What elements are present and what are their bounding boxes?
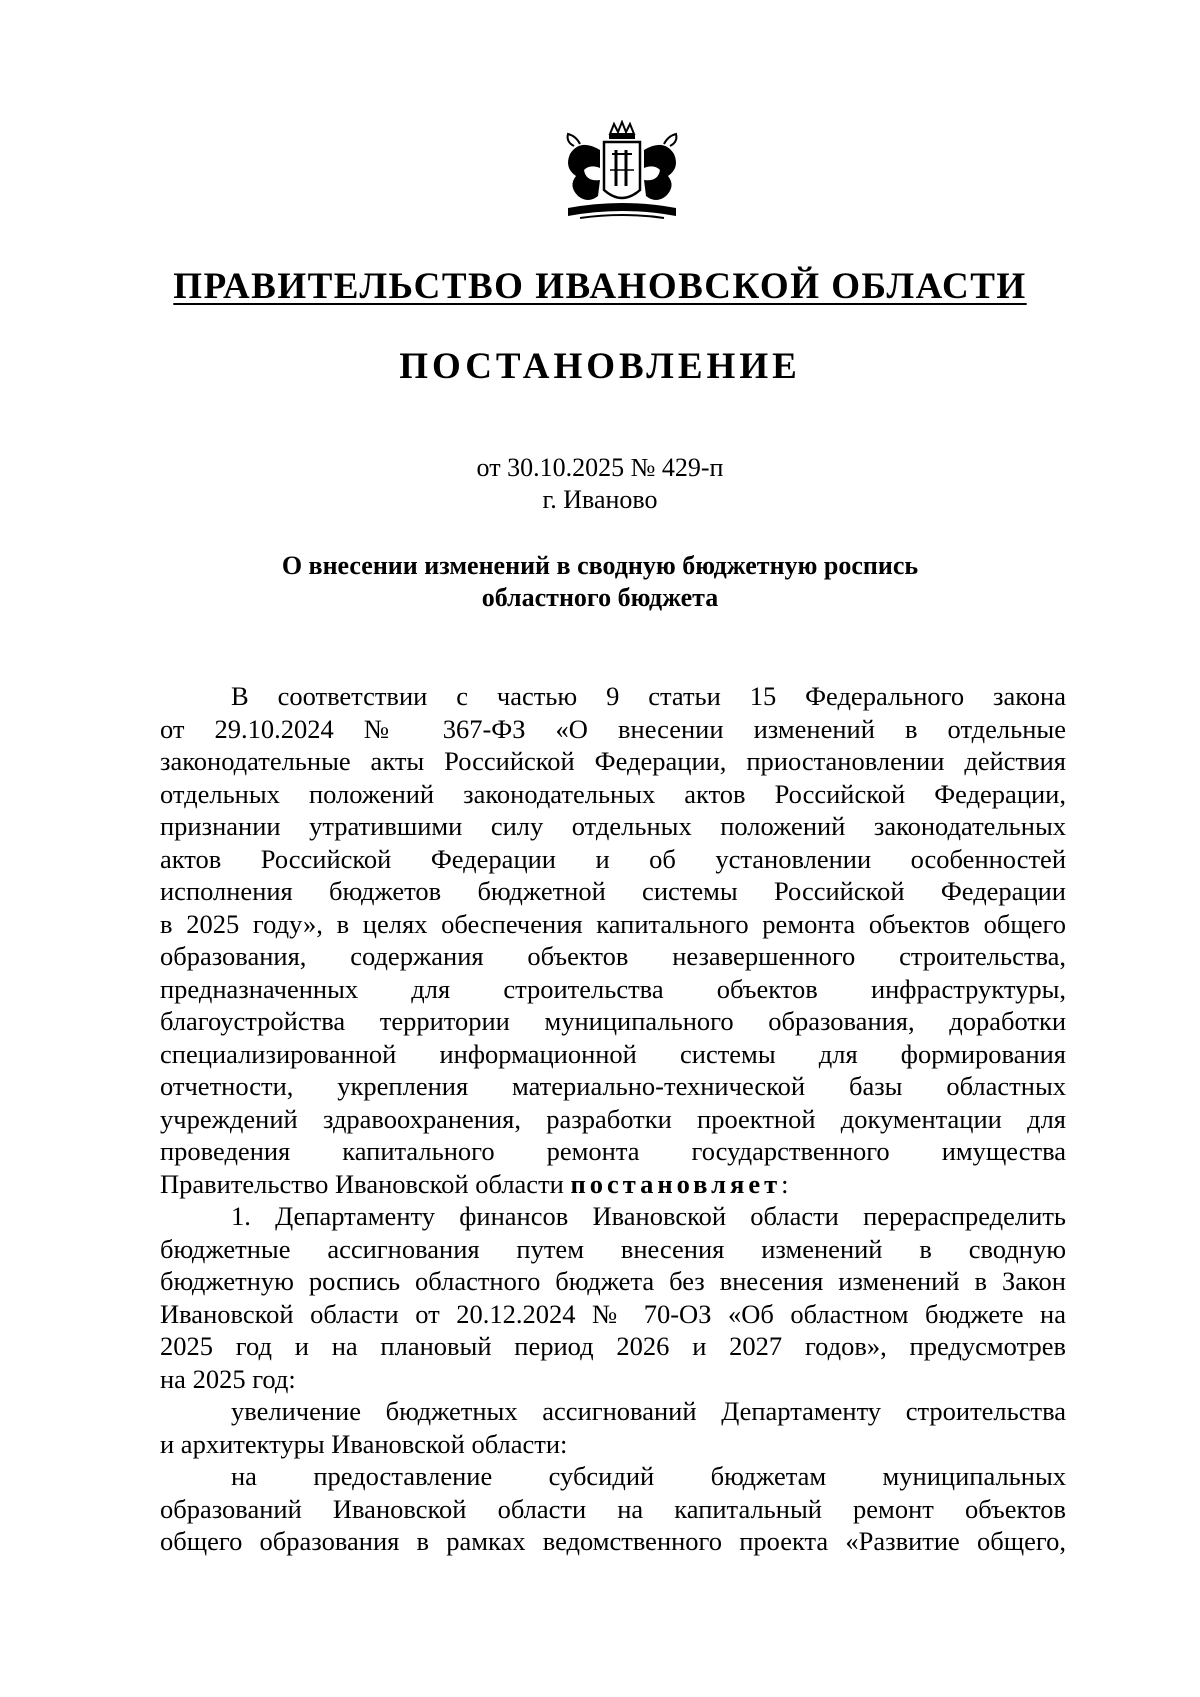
body-line: В соответствии с частью 9 статьи 15 Федерального закона xyxy=(231,681,1066,711)
body-line: отчетности, укрепления материально-технической базы областных xyxy=(160,1071,1066,1101)
body-line: увеличение бюджетных ассигнований Департаменту строительства xyxy=(231,1396,1066,1426)
body-line-resolves xyxy=(160,1168,1066,1201)
body-line: бюджетные ассигнования путем внесения изменений в сводную xyxy=(160,1233,1066,1264)
document-date-number: от 30.10.2025 № 429-п xyxy=(476,453,724,482)
body-line: на предоставление субсидий бюджетам муниципальных xyxy=(231,1461,1066,1491)
document-body xyxy=(160,680,1066,1558)
document-city: г. Иваново xyxy=(542,485,658,514)
body-line: образования, содержания объектов незавершенного строительства, xyxy=(160,941,1066,971)
body-line: проведения капитального ремонта государственного имущества xyxy=(160,1136,1066,1166)
body-line: образований Ивановской области на капитальный ремонт объектов xyxy=(160,1493,1066,1524)
body-line: в 2025 году», в целях обеспечения капитального ремонта объектов общего xyxy=(160,908,1066,939)
subject-line-2: областного бюджета xyxy=(481,583,719,612)
body-line: общего образования в рамках ведомственного проекта «Развитие общего, xyxy=(160,1526,1066,1556)
organization-title-text: ПРАВИТЕЛЬСТВО ИВАНОВСКОЙ ОБЛАСТИ xyxy=(173,266,1027,307)
body-line: 1. Департаменту финансов Ивановской области перераспределить xyxy=(231,1201,1066,1231)
body-line: бюджетную роспись областного бюджета без внесения изменений в Закон xyxy=(160,1266,1066,1296)
body-line: благоустройства территории муниципального образования, доработки xyxy=(160,1006,1066,1036)
body-line: законодательные акты Российской Федерации, приостановлении действия xyxy=(160,746,1066,776)
subject-line-1: О внесении изменений в сводную бюджетную роспись xyxy=(281,551,919,580)
body-line: признании утратившими силу отдельных положений законодательных xyxy=(160,811,1066,841)
body-line: Ивановской области от 20.12.2024 № 70-ОЗ «Об областном бюджете на xyxy=(160,1298,1066,1329)
body-line: и архитектуры Ивановской области: xyxy=(160,1428,568,1459)
resolves-colon: : xyxy=(781,1168,789,1199)
body-line-text: Правительство Ивановской области xyxy=(160,1168,564,1199)
resolves-word: постановляет xyxy=(570,1168,782,1199)
document-type-title: ПОСТАНОВЛЕНИЕ xyxy=(399,346,801,387)
body-line: отдельных положений законодательных актов Российской Федерации, xyxy=(160,778,1066,809)
body-line: на 2025 год: xyxy=(160,1363,296,1394)
body-line: 2025 год и на плановый период 2026 и 2027 годов», предусмотрев xyxy=(160,1331,1066,1361)
body-line: учреждений здравоохранения, разработки проектной документации для xyxy=(160,1103,1066,1134)
body-line: исполнения бюджетов бюджетной системы Российской Федерации xyxy=(160,876,1066,906)
document-meta xyxy=(0,452,1200,516)
coat-of-arms-emblem xyxy=(560,120,684,226)
body-line: актов Российской Федерации и об установлении особенностей xyxy=(160,843,1066,874)
body-line: предназначенных для строительства объектов инфраструктуры, xyxy=(160,973,1066,1004)
organization-title xyxy=(0,265,1200,308)
document-subject xyxy=(0,550,1200,614)
body-line: специализированной информационной системы для формирования xyxy=(160,1038,1066,1069)
body-line: от 29.10.2024 № 367-ФЗ «О внесении изменений в отдельные xyxy=(160,713,1066,744)
